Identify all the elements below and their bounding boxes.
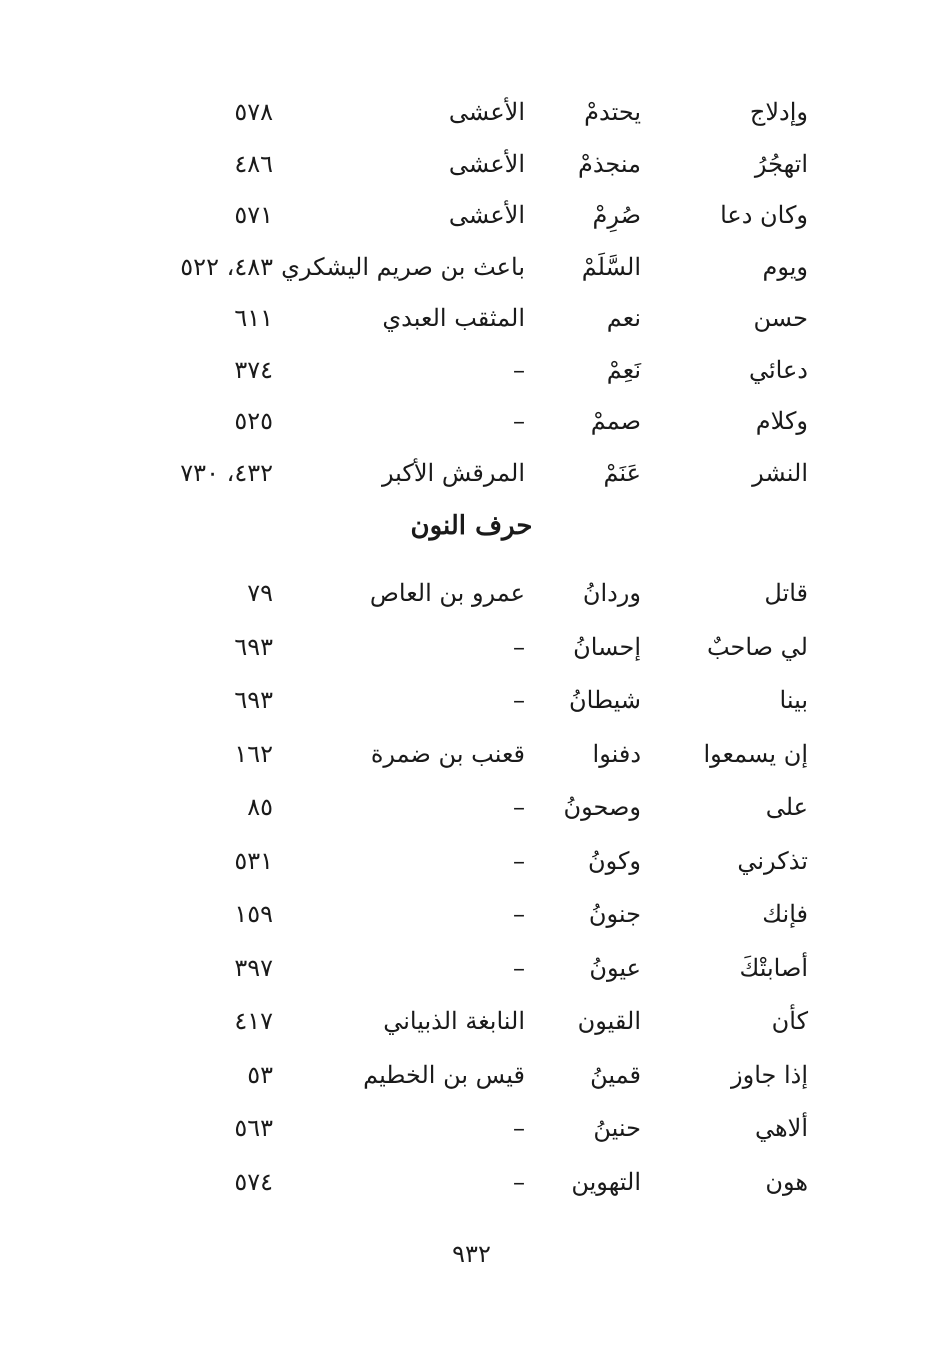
page-references: ٥٣١ (234, 846, 273, 875)
poet-name: – (513, 355, 525, 384)
verse-opening-word: وكان دعا (720, 201, 808, 229)
index-row (0, 841, 943, 881)
poet-name: – (513, 407, 525, 435)
index-row (0, 401, 943, 441)
index-row (0, 144, 943, 184)
page-references: ١٦٢ (234, 739, 273, 768)
index-row (0, 453, 943, 493)
page-references: ٣٩٧ (234, 953, 273, 982)
rhyme-word: التهوين (571, 1167, 641, 1196)
index-row (0, 1108, 943, 1148)
page-references: ٦١١ (234, 304, 273, 332)
page-references: ٤٣٢، ٧٣٠ (180, 458, 273, 487)
page-references: ١٥٩ (234, 900, 273, 928)
page-references: ٥٧٨ (234, 98, 273, 126)
page-references: ٥٣ (247, 1060, 273, 1089)
rhyme-word: القيون (577, 1007, 641, 1035)
rhyme-word: نعم (606, 304, 641, 332)
page-references: ٨٥ (247, 793, 273, 821)
poet-name: عمرو بن العاص (369, 579, 525, 607)
poet-name: الأعشى (448, 201, 525, 229)
rhyme-word: صممْ (590, 407, 641, 435)
rhyme-word: وردانُ (582, 579, 641, 607)
page-references: ٤٨٦ (234, 149, 273, 178)
rhyme-word: وكونُ (587, 846, 641, 875)
rhyme-word: شيطانُ (569, 686, 641, 714)
poet-name: – (513, 793, 525, 821)
rhyme-word: يحتدمْ (584, 98, 641, 126)
rhyme-word: عَنَمْ (603, 458, 641, 487)
verse-opening-word: وإدلاج (749, 98, 808, 126)
index-row (0, 894, 943, 934)
verse-opening-word: اتهجُرُ (754, 149, 808, 178)
poet-name: – (513, 1167, 525, 1196)
rhyme-word: نَعِمْ (606, 355, 641, 384)
verse-opening-word: إذا جاوز (731, 1060, 808, 1089)
page-references: ٥٢٥ (234, 407, 273, 435)
index-row (0, 92, 943, 132)
poet-name: – (513, 686, 525, 714)
rhyme-word: منجذمْ (577, 149, 641, 178)
verse-opening-word: هون (765, 1167, 808, 1196)
verse-opening-word: بينا (779, 686, 808, 714)
page-references: ٥٧١ (234, 201, 273, 229)
index-row (0, 787, 943, 827)
rhyme-word: صُرِمْ (592, 201, 641, 229)
page-references: ٣٧٤ (234, 355, 273, 384)
poet-name: – (513, 900, 525, 928)
index-row (0, 350, 943, 390)
verse-opening-word: النشر (752, 458, 808, 487)
poet-name: – (513, 1114, 525, 1142)
page-references: ٦٩٣ (234, 632, 273, 661)
poet-name: قيس بن الخطيم (363, 1060, 525, 1089)
page-number: ٩٣٢ (452, 1240, 491, 1268)
section-heading-nun: حرف النون (410, 511, 533, 541)
rhyme-word: دفنوا (592, 739, 641, 768)
poet-name: المثقب العبدي (382, 304, 525, 332)
poet-name: – (513, 632, 525, 661)
verse-opening-word: على (765, 793, 808, 821)
verse-opening-word: وكلام (755, 407, 808, 435)
verse-opening-word: فإنك (762, 900, 808, 928)
rhyme-word: قمينُ (590, 1060, 641, 1089)
poet-name: قعنب بن ضمرة (370, 739, 525, 768)
verse-opening-word: تذكرني (737, 846, 808, 875)
index-row (0, 573, 943, 613)
index-row (0, 627, 943, 667)
index-row (0, 948, 943, 988)
rhyme-word: السَّلَمْ (581, 252, 641, 281)
index-row (0, 734, 943, 774)
page-references: ٥٦٣ (234, 1114, 273, 1142)
index-row (0, 298, 943, 338)
verse-opening-word: ألاهي (754, 1114, 808, 1142)
page-references: ٤٨٣، ٥٢٢ (180, 252, 273, 281)
verse-opening-word: حسن (753, 304, 808, 332)
poet-name: – (513, 953, 525, 982)
index-row (0, 1001, 943, 1041)
rhyme-word: وصحونُ (563, 793, 641, 821)
index-row (0, 680, 943, 720)
rhyme-word: إحسانُ (573, 632, 641, 661)
rhyme-word: جنونُ (588, 900, 641, 928)
verse-opening-word: ويوم (762, 252, 808, 281)
verse-opening-word: كأن (771, 1007, 808, 1035)
index-row (0, 247, 943, 287)
poet-name: – (513, 846, 525, 875)
poet-name: النابغة الذبياني (383, 1007, 525, 1035)
poet-name: الأعشى (448, 149, 525, 178)
index-row (0, 1055, 943, 1095)
verse-opening-word: دعائي (748, 355, 808, 384)
page-references: ٥٧٤ (234, 1167, 273, 1196)
verse-opening-word: أصابتْكَ (739, 953, 808, 982)
rhyme-word: حنينُ (593, 1114, 641, 1142)
poet-name: المرقش الأكبر (381, 458, 525, 487)
page-references: ٤١٧ (234, 1007, 273, 1035)
page-references: ٧٩ (247, 579, 273, 607)
verse-opening-word: إن يسمعوا (703, 739, 808, 768)
page-references: ٦٩٣ (234, 686, 273, 714)
verse-opening-word: لي صاحبٌ (706, 632, 808, 661)
poet-name: باعث بن صريم اليشكري (281, 252, 525, 281)
index-row (0, 1162, 943, 1202)
rhyme-word: عيونُ (589, 953, 641, 982)
poet-name: الأعشى (448, 98, 525, 126)
verse-opening-word: قاتل (764, 579, 808, 607)
index-row (0, 195, 943, 235)
